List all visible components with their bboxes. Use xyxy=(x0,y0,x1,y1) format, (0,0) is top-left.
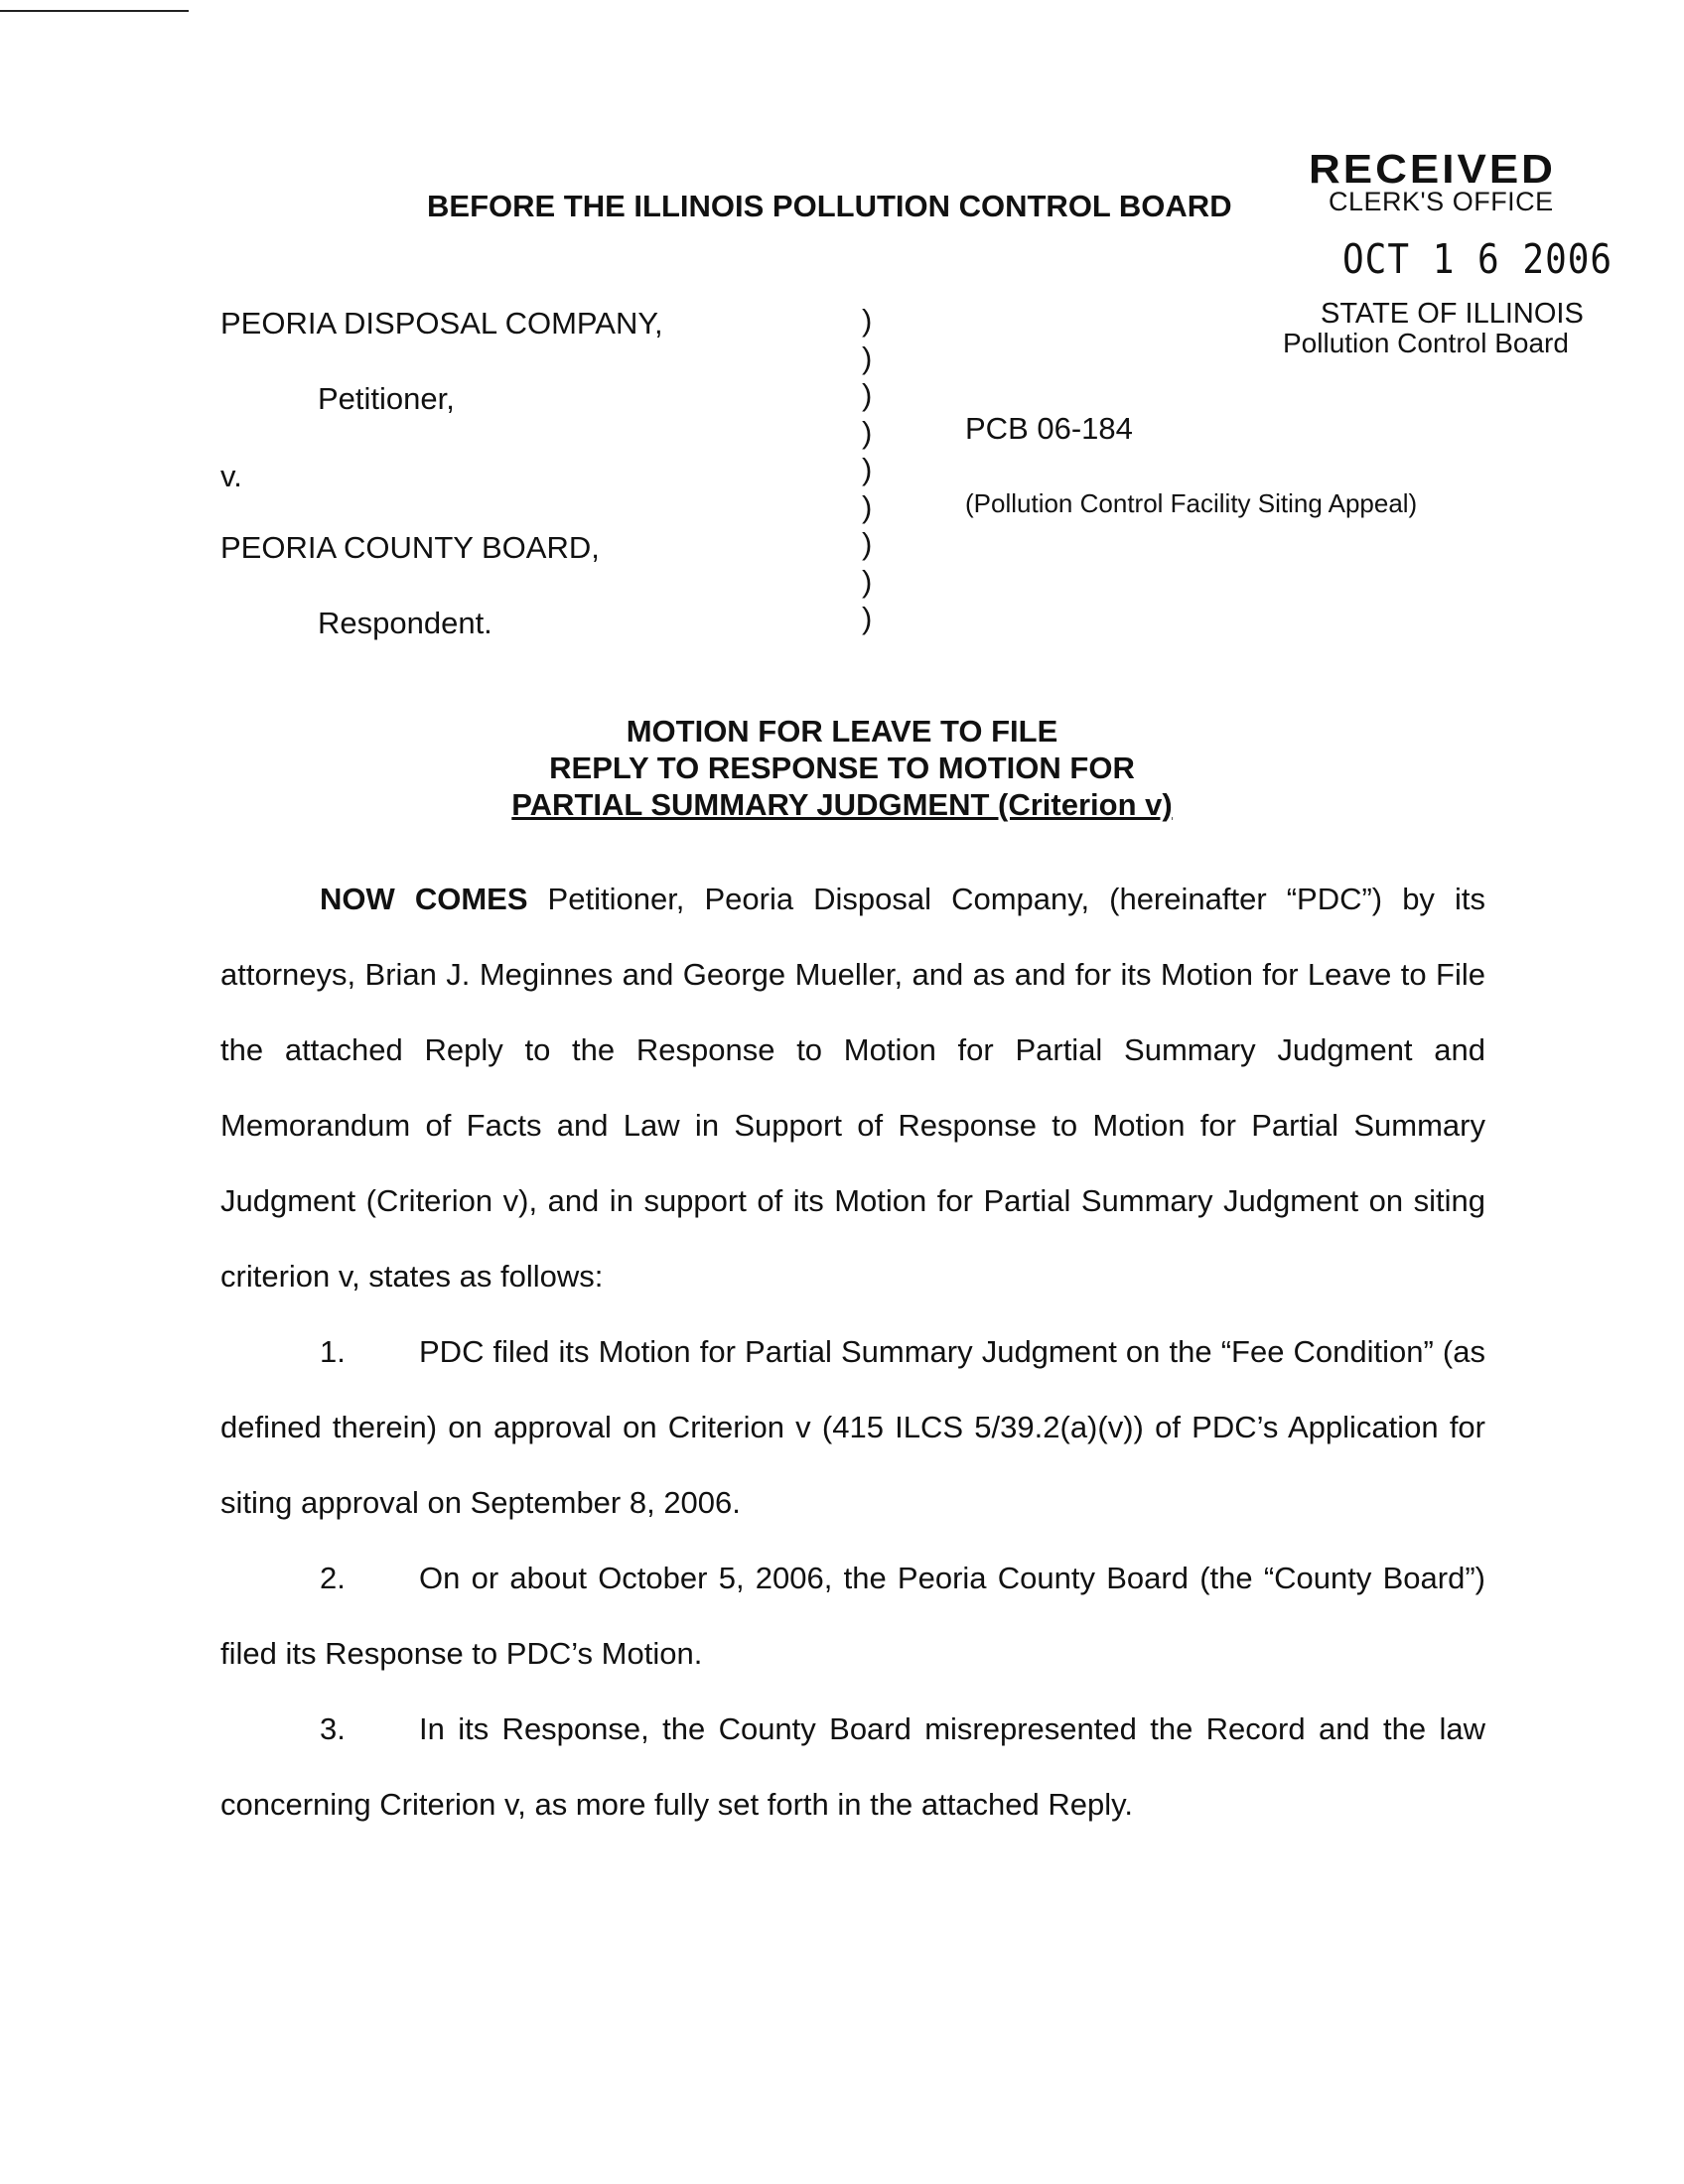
scan-artifact-line xyxy=(0,10,189,12)
numbered-paragraph xyxy=(220,1692,1485,1843)
stamp-date: OCT 1 6 2006 xyxy=(1342,236,1614,284)
caption-paren: ) xyxy=(862,414,873,450)
intro-lead: NOW COMES xyxy=(320,882,528,916)
stamp-state: STATE OF ILLINOIS xyxy=(1321,298,1584,330)
respondent-name: PEORIA COUNTY BOARD, xyxy=(220,530,600,565)
caption-parentheses xyxy=(862,302,872,637)
stamp-received: RECEIVED xyxy=(1309,147,1556,193)
caption-paren: ) xyxy=(862,377,873,412)
motion-body xyxy=(220,862,1485,1843)
caption-paren: ) xyxy=(862,340,873,375)
stamp-board: Pollution Control Board xyxy=(1283,328,1569,358)
caption-paren: ) xyxy=(862,526,873,561)
caption-paren: ) xyxy=(862,452,873,486)
paragraph-text: In its Response, the County Board misrepresented the Record and the law concerning Criterion v, as more fully set forth in the attached Reply. xyxy=(220,1711,1485,1822)
paragraph-number: 1. xyxy=(320,1334,346,1369)
motion-title-line-1: MOTION FOR LEAVE TO FILE xyxy=(626,714,1058,749)
paragraph-number: 2. xyxy=(320,1561,346,1595)
versus: v. xyxy=(220,459,242,493)
caption-paren: ) xyxy=(862,488,873,524)
case-number: PCB 06-184 xyxy=(965,411,1133,446)
court-title: BEFORE THE ILLINOIS POLLUTION CONTROL BOARD xyxy=(427,189,1232,223)
caption-paren: ) xyxy=(862,563,873,599)
numbered-paragraph xyxy=(220,1541,1485,1692)
motion-title-line-2: REPLY TO RESPONSE TO MOTION FOR xyxy=(549,751,1135,785)
respondent-role: Respondent. xyxy=(318,606,492,640)
stamp-clerks-office: CLERK'S OFFICE xyxy=(1329,187,1554,216)
motion-title-line-3: PARTIAL SUMMARY JUDGMENT (Criterion v) xyxy=(511,787,1173,822)
caption-paren: ) xyxy=(862,303,873,338)
case-type: (Pollution Control Facility Siting Appeal) xyxy=(965,488,1418,518)
numbered-paragraph xyxy=(220,1314,1485,1541)
paragraph-text: PDC filed its Motion for Partial Summary Judgment on the “Fee Condition” (as defined therein) on approval on Criterion v (415 ILCS 5/39.2(a)(v)) of PDC’s Application for siting approval on September 8, 2006. xyxy=(220,1334,1485,1520)
petitioner-name: PEORIA DISPOSAL COMPANY, xyxy=(220,306,663,341)
intro-text: Petitioner, Peoria Disposal Company, (hereinafter “PDC”) by its attorneys, Brian J. Meginnes and George Mueller, and as and for its Motion for Leave to File the attached Reply to the Response to Motion for Partial Summary Judgment and Memorandum of Facts and Law in Support of Response to Motion for Partial Summary Judgment (Criterion v), and in support of its Motion for Partial Summary Judgment on siting criterion v, states as follows: xyxy=(220,882,1485,1294)
paragraph-number: 3. xyxy=(320,1711,346,1746)
intro-paragraph xyxy=(220,862,1485,1314)
caption-paren: ) xyxy=(862,601,873,635)
paragraph-text: On or about October 5, 2006, the Peoria County Board (the “County Board”) filed its Response to PDC’s Motion. xyxy=(220,1561,1485,1671)
petitioner-role: Petitioner, xyxy=(318,381,455,416)
motion-title xyxy=(0,713,1684,823)
